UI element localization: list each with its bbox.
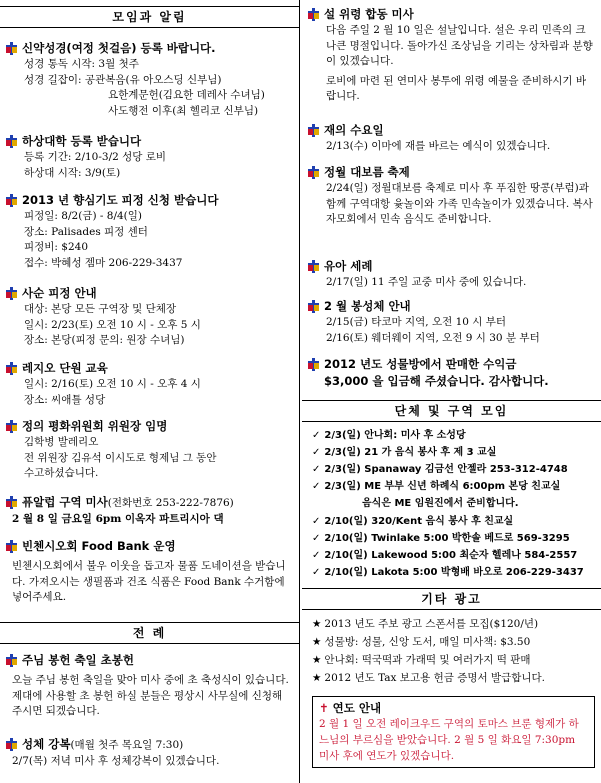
item-line: 대상: 본당 모든 구역장 및 단체장	[24, 303, 177, 315]
item-title: 2 월 봉성체 안내	[324, 299, 411, 313]
announcement-justice-peace	[0, 418, 299, 482]
list-item: ★ 2012 년도 Tax 보고용 헌금 증명서 발급합니다.	[312, 672, 546, 684]
item-line: 피정비: $240	[24, 241, 89, 253]
check-icon: ✓	[312, 533, 321, 544]
item-paragraph: 빈첸시오회에서 불우 이웃을 돕고자 물품 도네이션을 받습니다. 가져오시는 생필품과 건조 식품은 Food Bank 수거함에 넣어주세요.	[12, 560, 286, 603]
announcement-puyallup-mass	[0, 494, 299, 528]
notice-text: 2 월 1 일 오전 레이크우드 구역의 토마스 브룬 형제가 하느님의 부르심을 받았습니다. 2 월 5 일 화요일 7:30pm 미사 후에 연도가 있겠습니다.	[319, 718, 579, 762]
item-paragraph: 오늘 주님 봉헌 축일을 맞아 미사 중에 초 축성식이 있습니다. 제대에 사용할 초 봉헌 하실 분들은 평상시 사무실에 신청해 주시면 되겠습니다.	[12, 674, 289, 717]
list-item: ★ 안나회: 떡국떡과 가래떡 및 여러가지 떡 판매	[312, 654, 531, 666]
item-line: 2 월 8 일 금요일 6pm 이옥자 파트리시아 댁	[12, 513, 224, 525]
item-line: 일시: 2/16(토) 오전 10 시 - 오후 4 시	[24, 378, 201, 390]
item-title: 성체 강복	[22, 737, 71, 751]
item-line: 하상대 시작: 3/9(토)	[24, 166, 121, 179]
item-title: 사순 피정 안내	[22, 286, 97, 300]
list-item: ✓ 2/3(일) Spanaway 김금선 안젤라 253-312-4748	[312, 464, 568, 475]
list-item: ★ 2013 년도 주보 광고 스폰서를 모집($120/년)	[312, 618, 539, 630]
star-icon: ★	[312, 672, 322, 684]
notice-title: 연도 안내	[332, 701, 382, 715]
item-line: 등록 기간: 2/10-3/2 성당 로비	[24, 151, 167, 163]
list-item: ✓ 2/10(일) 320/Kent 음식 봉사 후 친교실	[312, 516, 514, 527]
announcement-lent-retreat	[0, 285, 299, 349]
check-icon: ✓	[312, 464, 321, 475]
list-item: ✓ 2/3(일) 안나회: 미사 후 소성당	[312, 430, 466, 441]
item-line: 일시: 2/23(토) 오전 10 시 - 오후 5 시	[24, 318, 201, 331]
announcement-communion-visits	[302, 298, 601, 346]
item-title: 레지오 단원 교육	[22, 361, 108, 375]
item-line: 2/15(금) 타코마 지역, 오전 10 시 부터	[326, 316, 507, 328]
item-line: 성경 길잡이: 공관복음(유 아오스딩 신부님)	[24, 73, 222, 86]
item-line: 2/16(토) 웨더웨이 지역, 오전 9 시 30 분 부터	[326, 331, 540, 344]
announcement-new-testament	[0, 40, 299, 119]
list-item: 음식은 ME 임원진에서 준비합니다.	[362, 498, 519, 509]
section-heading-announcements: 모임과 알림	[0, 6, 299, 28]
cross-bullet-icon	[308, 358, 319, 371]
announcement-gift-shop-proceeds	[302, 356, 601, 390]
check-icon: ✓	[312, 516, 321, 527]
item-title: 주님 봉헌 축일 초봉헌	[22, 653, 134, 667]
list-item: ✓ 2/3(일) 21 가 음식 봉사 후 제 3 교실	[312, 447, 497, 458]
item-line: 요한계문헌(김요한 데레사 수녀님)	[108, 89, 265, 101]
check-icon: ✓	[312, 550, 321, 561]
item-title: 설 위령 합동 미사	[324, 7, 414, 21]
announcement-foodbank	[0, 538, 299, 606]
announcement-infant-baptism	[302, 258, 601, 291]
list-item: ★ 성물방: 성물, 신앙 도서, 매일 미사책: $3.50	[312, 636, 531, 648]
item-subtitle: (전화번호 253-222-7876)	[107, 497, 234, 509]
cross-bullet-icon	[6, 654, 17, 667]
cross-bullet-icon	[6, 287, 17, 300]
cross-bullet-icon	[6, 540, 17, 553]
announcement-full-moon-festival	[302, 164, 601, 228]
item-title: 빈첸시오회 Food Bank 운영	[22, 539, 176, 553]
item-line: 장소: 씨애틀 성당	[24, 393, 106, 406]
item-line: 장소: 본당(피정 문의: 원장 수녀님)	[24, 334, 185, 346]
star-icon: ★	[312, 618, 322, 630]
item-title: 유아 세례	[324, 259, 373, 273]
item-line: 피정일: 8/2(금) - 8/4(일)	[24, 210, 142, 222]
item-title: 하상대학 등록 받습니다	[22, 134, 142, 148]
check-icon: ✓	[312, 430, 321, 441]
check-icon: ✓	[312, 567, 321, 578]
item-line: 2/13(수) 이마에 재를 바르는 예식이 있겠습니다.	[326, 140, 551, 152]
item-subtitle: (매월 첫주 목요일 7:30)	[70, 739, 184, 751]
announcement-hasang-college	[0, 133, 299, 181]
check-icon: ✓	[312, 481, 321, 492]
cross-bullet-icon	[6, 135, 17, 148]
item-paragraph: 다음 주일 2 월 10 일은 설날입니다. 설은 우리 민족의 크나큰 명절입니다. 돌아가신 조상님을 기리는 상차림과 분향이 있겠습니다.	[326, 24, 593, 67]
list-item: ✓ 2/10(일) Lakota 5:00 박형배 바오로 206-229-3437	[312, 567, 584, 578]
section-heading-groups: 단체 및 구역 모임	[302, 400, 601, 422]
item-paragraph: 로비에 마련 된 연미사 봉투에 위령 예물을 준비하시기 바랍니다.	[326, 74, 586, 102]
item-line: 사도행전 이후(최 헬리코 신부님)	[108, 104, 259, 117]
item-title: 정의 평화위원회 위원장 임명	[22, 419, 168, 433]
item-title-continued: $3,000 을 입금해 주셨습니다. 감사합니다.	[324, 374, 549, 388]
cross-bullet-icon	[6, 496, 17, 509]
star-icon: ★	[312, 636, 322, 648]
item-line: 성경 통독 시작: 3월 첫주	[24, 58, 139, 70]
announcement-ash-wednesday	[302, 122, 601, 155]
cross-icon: ✝	[319, 701, 329, 715]
column-divider	[299, 0, 300, 783]
cross-bullet-icon	[308, 124, 319, 137]
section-heading-ads: 기타 광고	[302, 588, 601, 610]
cross-bullet-icon	[6, 738, 17, 751]
cross-bullet-icon	[6, 42, 17, 55]
cross-bullet-icon	[308, 300, 319, 313]
announcement-legio-training	[0, 360, 299, 408]
cross-bullet-icon	[308, 260, 319, 273]
item-title: 퓨알럽 구역 미사	[22, 495, 108, 509]
item-title: 재의 수요일	[324, 123, 384, 137]
item-title: 2013 년 향심기도 피정 신청 받습니다	[22, 193, 219, 207]
item-paragraph: 2/24(일) 정월대보름 축제로 미사 후 푸짐한 땅콩(부럼)과 함께 구역대항 윷놀이와 가족 민속놀이가 있겠습니다. 복사 자모회에서 민속 음식도 준비합니다.	[326, 182, 593, 225]
liturgy-benediction	[0, 736, 299, 770]
item-line: 김학병 발레리오	[24, 436, 99, 448]
item-title: 정월 대보름 축제	[324, 165, 410, 179]
star-icon: ★	[312, 654, 322, 666]
cross-bullet-icon	[308, 8, 319, 21]
liturgy-presentation-feast	[0, 652, 299, 720]
cross-bullet-icon	[6, 194, 17, 207]
list-item: ✓ 2/3(일) ME 부부 신년 하례식 6:00pm 본당 친교실	[312, 481, 561, 492]
item-line: 장소: Palisades 피정 센터	[24, 225, 148, 238]
item-line: 접수: 박혜성 젬마 206-229-3437	[24, 256, 183, 269]
item-title: 신약성경(여정 첫걸음) 등록 바랍니다.	[22, 41, 216, 55]
cross-bullet-icon	[6, 420, 17, 433]
item-line: 2/17(일) 11 주일 교중 미사 중에 있습니다.	[326, 276, 527, 288]
list-item: ✓ 2/10(일) Twinlake 5:00 박한솔 베드로 569-3295	[312, 533, 570, 544]
item-line: 수고하셨습니다.	[24, 467, 99, 479]
cross-bullet-icon	[308, 166, 319, 179]
announcement-retreat-signup	[0, 192, 299, 271]
cross-bullet-icon	[6, 362, 17, 375]
item-title: 2012 년도 성물방에서 판매한 수익금	[324, 357, 517, 371]
item-line: 2/7(목) 저녁 미사 후 성체강복이 있겠습니다.	[12, 755, 220, 767]
check-icon: ✓	[312, 447, 321, 458]
section-heading-liturgy: 전 례	[0, 622, 299, 644]
list-item: ✓ 2/10(일) Lakewood 5:00 최순자 헬레나 584-2557	[312, 550, 578, 561]
announcement-memorial-mass	[302, 6, 601, 105]
memorial-notice-box	[312, 696, 595, 768]
item-line: 전 위원장 김유석 이시도로 형제님 그 동안	[24, 451, 217, 464]
